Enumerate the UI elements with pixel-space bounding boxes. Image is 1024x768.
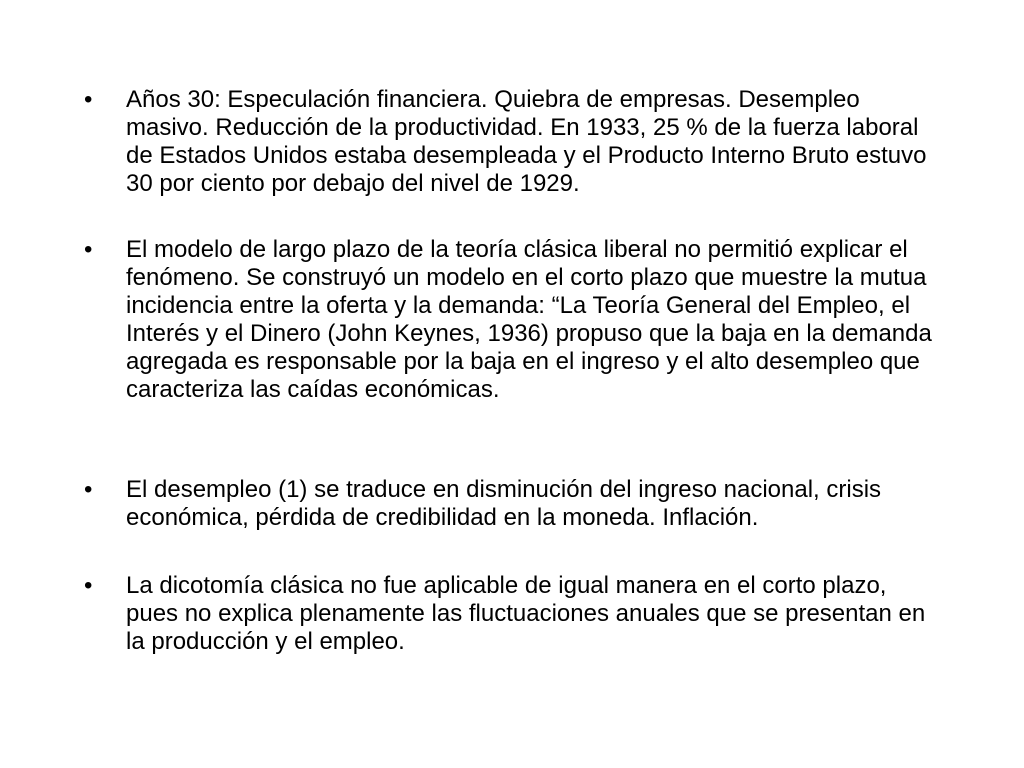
bullet-marker: • — [84, 476, 93, 503]
bullet-marker: • — [84, 236, 93, 263]
bullet-text: El modelo de largo plazo de la teoría clásica liberal no permitió explicar el fenómeno. Se construyó un modelo en el corto plazo que muestre la mutua incidencia entre la oferta y la demanda: “La Teoría General del Empleo, el Interés y el Dinero (John Keynes, 1936) propuso que la baja en la demanda agregada es responsable por la baja en el ingreso y el alto desempleo que caracteriza las caídas económicas. — [126, 236, 932, 403]
bullet-text: Años 30: Especulación financiera. Quiebra de empresas. Desempleo masivo. Reducción de la productividad. En 1933, 25 % de la fuerza laboral de Estados Unidos estaba desempleada y el Producto Interno Bruto estuvo 30 por ciento por debajo del nivel de 1929. — [126, 86, 927, 197]
bullet-marker: • — [84, 572, 93, 599]
bullet-text: El desempleo (1) se traduce en disminución del ingreso nacional, crisis económica, pérdida de credibilidad en la moneda. Inflación. — [126, 476, 882, 531]
bullet-marker: • — [84, 86, 93, 113]
bullet-text: La dicotomía clásica no fue aplicable de igual manera en el corto plazo, pues no explica plenamente las fluctuaciones anuales que se presentan en la producción y el empleo. — [126, 572, 926, 655]
